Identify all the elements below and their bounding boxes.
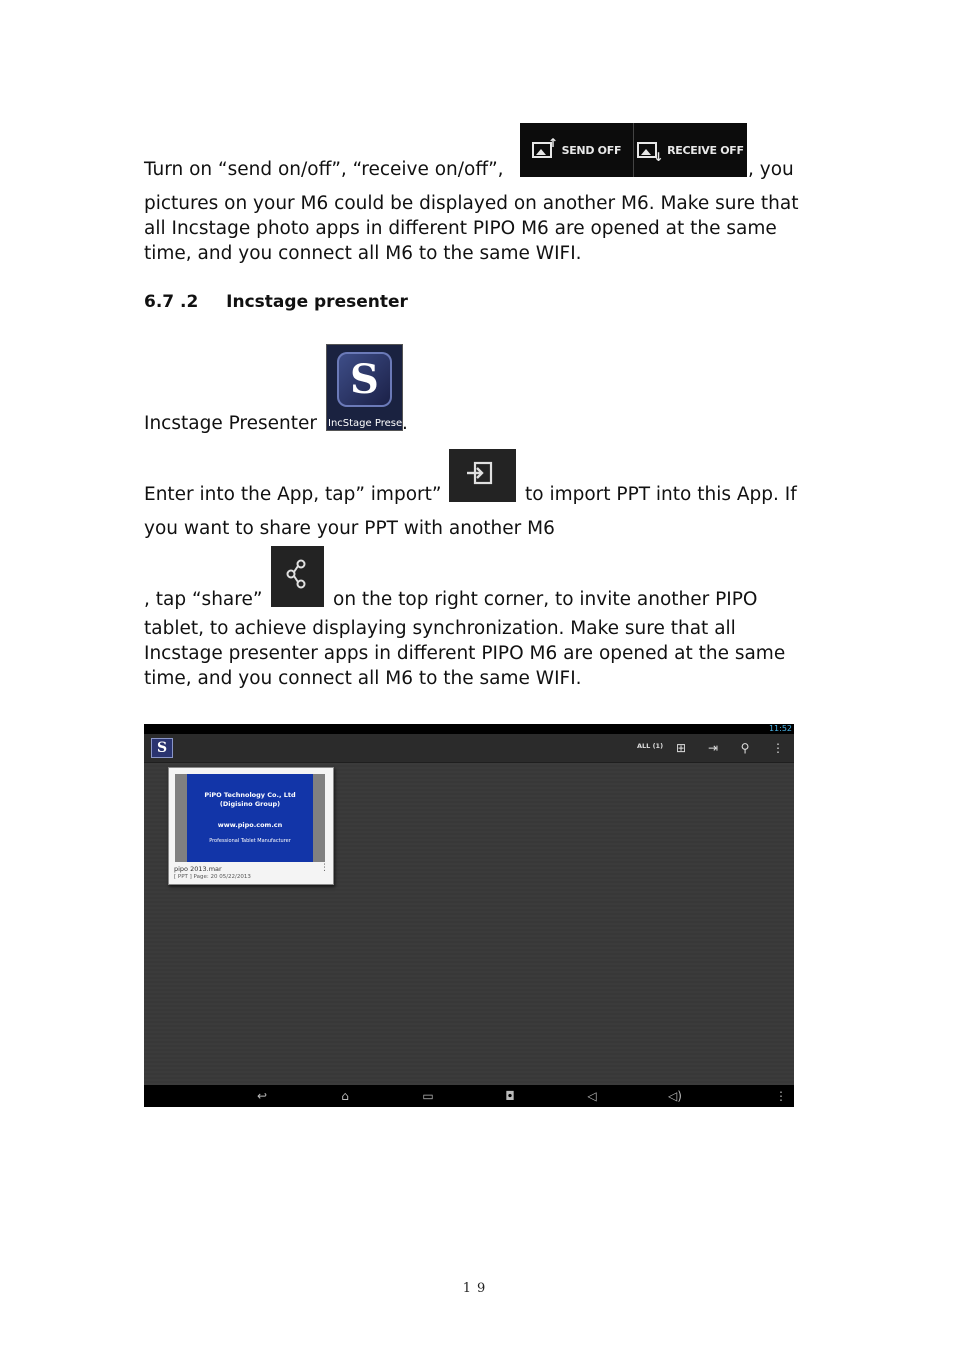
period: . [402, 413, 408, 434]
volume-down-icon[interactable]: ◁ [587, 1089, 597, 1103]
home-icon[interactable]: ⌂ [341, 1089, 349, 1103]
slide-title: PiPO Technology Co., Ltd [204, 791, 296, 799]
picture-icon [637, 142, 657, 158]
status-bar [144, 724, 794, 734]
paragraph-line: to import PPT into this App. If [525, 484, 797, 505]
share-icon [271, 546, 324, 607]
overflow-menu-icon[interactable]: ⋮ [775, 1089, 787, 1103]
paragraph-line: , tap “share” [144, 589, 263, 610]
screenshot-icon[interactable]: ◘ [505, 1089, 515, 1103]
navigation-bar [144, 1085, 794, 1107]
share-button[interactable] [271, 546, 324, 607]
paragraph-line: pictures on your M6 could be displayed on another M6. Make sure that [144, 193, 799, 214]
slide-tagline: Professional Tablet Manufacturer [209, 838, 291, 844]
receive-off-label: RECEIVE OFF [667, 143, 744, 157]
section-heading [144, 292, 408, 312]
section-number: 6.7 .2 [144, 292, 199, 312]
send-receive-toggle-group [520, 123, 747, 177]
paragraph-line: time, and you connect all M6 to the same WIFI. [144, 668, 582, 689]
send-off-button[interactable] [520, 123, 633, 177]
volume-up-icon[interactable]: ◁) [668, 1089, 682, 1103]
search-icon[interactable]: ⚲ [740, 741, 750, 755]
app-logo-icon[interactable]: S [151, 738, 173, 758]
picture-icon [532, 142, 552, 158]
file-name: pipo 2013.mar [174, 865, 222, 873]
import-icon[interactable]: ⇥ [707, 741, 719, 755]
paragraph-line: Enter into the App, tap” import” [144, 484, 442, 505]
incstage-presenter-app-icon: S IncStage Prese [326, 344, 403, 431]
slide-url: www.pipo.com.cn [217, 821, 283, 829]
paragraph-line: on the top right corner, to invite another PIPO [333, 589, 758, 610]
paragraph-line: , you [748, 159, 794, 180]
app-icon-label: IncStage Prese [328, 418, 402, 429]
paragraph-line: time, and you connect all M6 to the same WIFI. [144, 243, 582, 264]
file-grid [144, 763, 794, 1085]
tablet-screenshot [144, 724, 794, 1107]
paragraph-line: Incstage Presenter [144, 413, 317, 434]
send-off-label: SEND OFF [561, 143, 622, 157]
import-button[interactable] [449, 449, 516, 502]
file-meta: [ PPT ] Page: 20 05/22/2013 [174, 874, 251, 880]
receive-off-button[interactable] [633, 123, 747, 177]
status-time: 11:52 [768, 724, 792, 733]
paragraph-line: all Incstage photo apps in different PIPO M6 are opened at the same [144, 218, 777, 239]
slide-subtitle: (Digisino Group) [219, 800, 281, 808]
overflow-menu-icon[interactable]: ⋮ [772, 741, 784, 755]
file-card[interactable] [168, 767, 334, 885]
back-icon[interactable]: ↩ [256, 1089, 268, 1103]
arrow-up-icon: ↑ [547, 136, 558, 150]
card-menu-icon[interactable]: ⋮ [320, 863, 329, 873]
paragraph-line: Incstage presenter apps in different PIPO M6 are opened at the same [144, 643, 786, 664]
paragraph-line: Turn on “send on/off”, “receive on/off”, [144, 159, 504, 180]
filter-all-dropdown[interactable]: ALL (1) [637, 742, 664, 750]
import-icon [449, 449, 516, 502]
arrow-down-icon: ↓ [653, 150, 664, 164]
action-bar [144, 734, 794, 763]
paragraph-line: you want to share your PPT with another M6 [144, 518, 555, 539]
section-title: Incstage presenter [226, 292, 408, 312]
add-icon[interactable]: ⊞ [675, 741, 687, 755]
slide-thumbnail [175, 774, 325, 862]
recent-apps-icon[interactable]: ▭ [422, 1089, 434, 1103]
paragraph-line: tablet, to achieve displaying synchronization. Make sure that all [144, 618, 736, 639]
page-number: 19 [462, 1281, 492, 1296]
